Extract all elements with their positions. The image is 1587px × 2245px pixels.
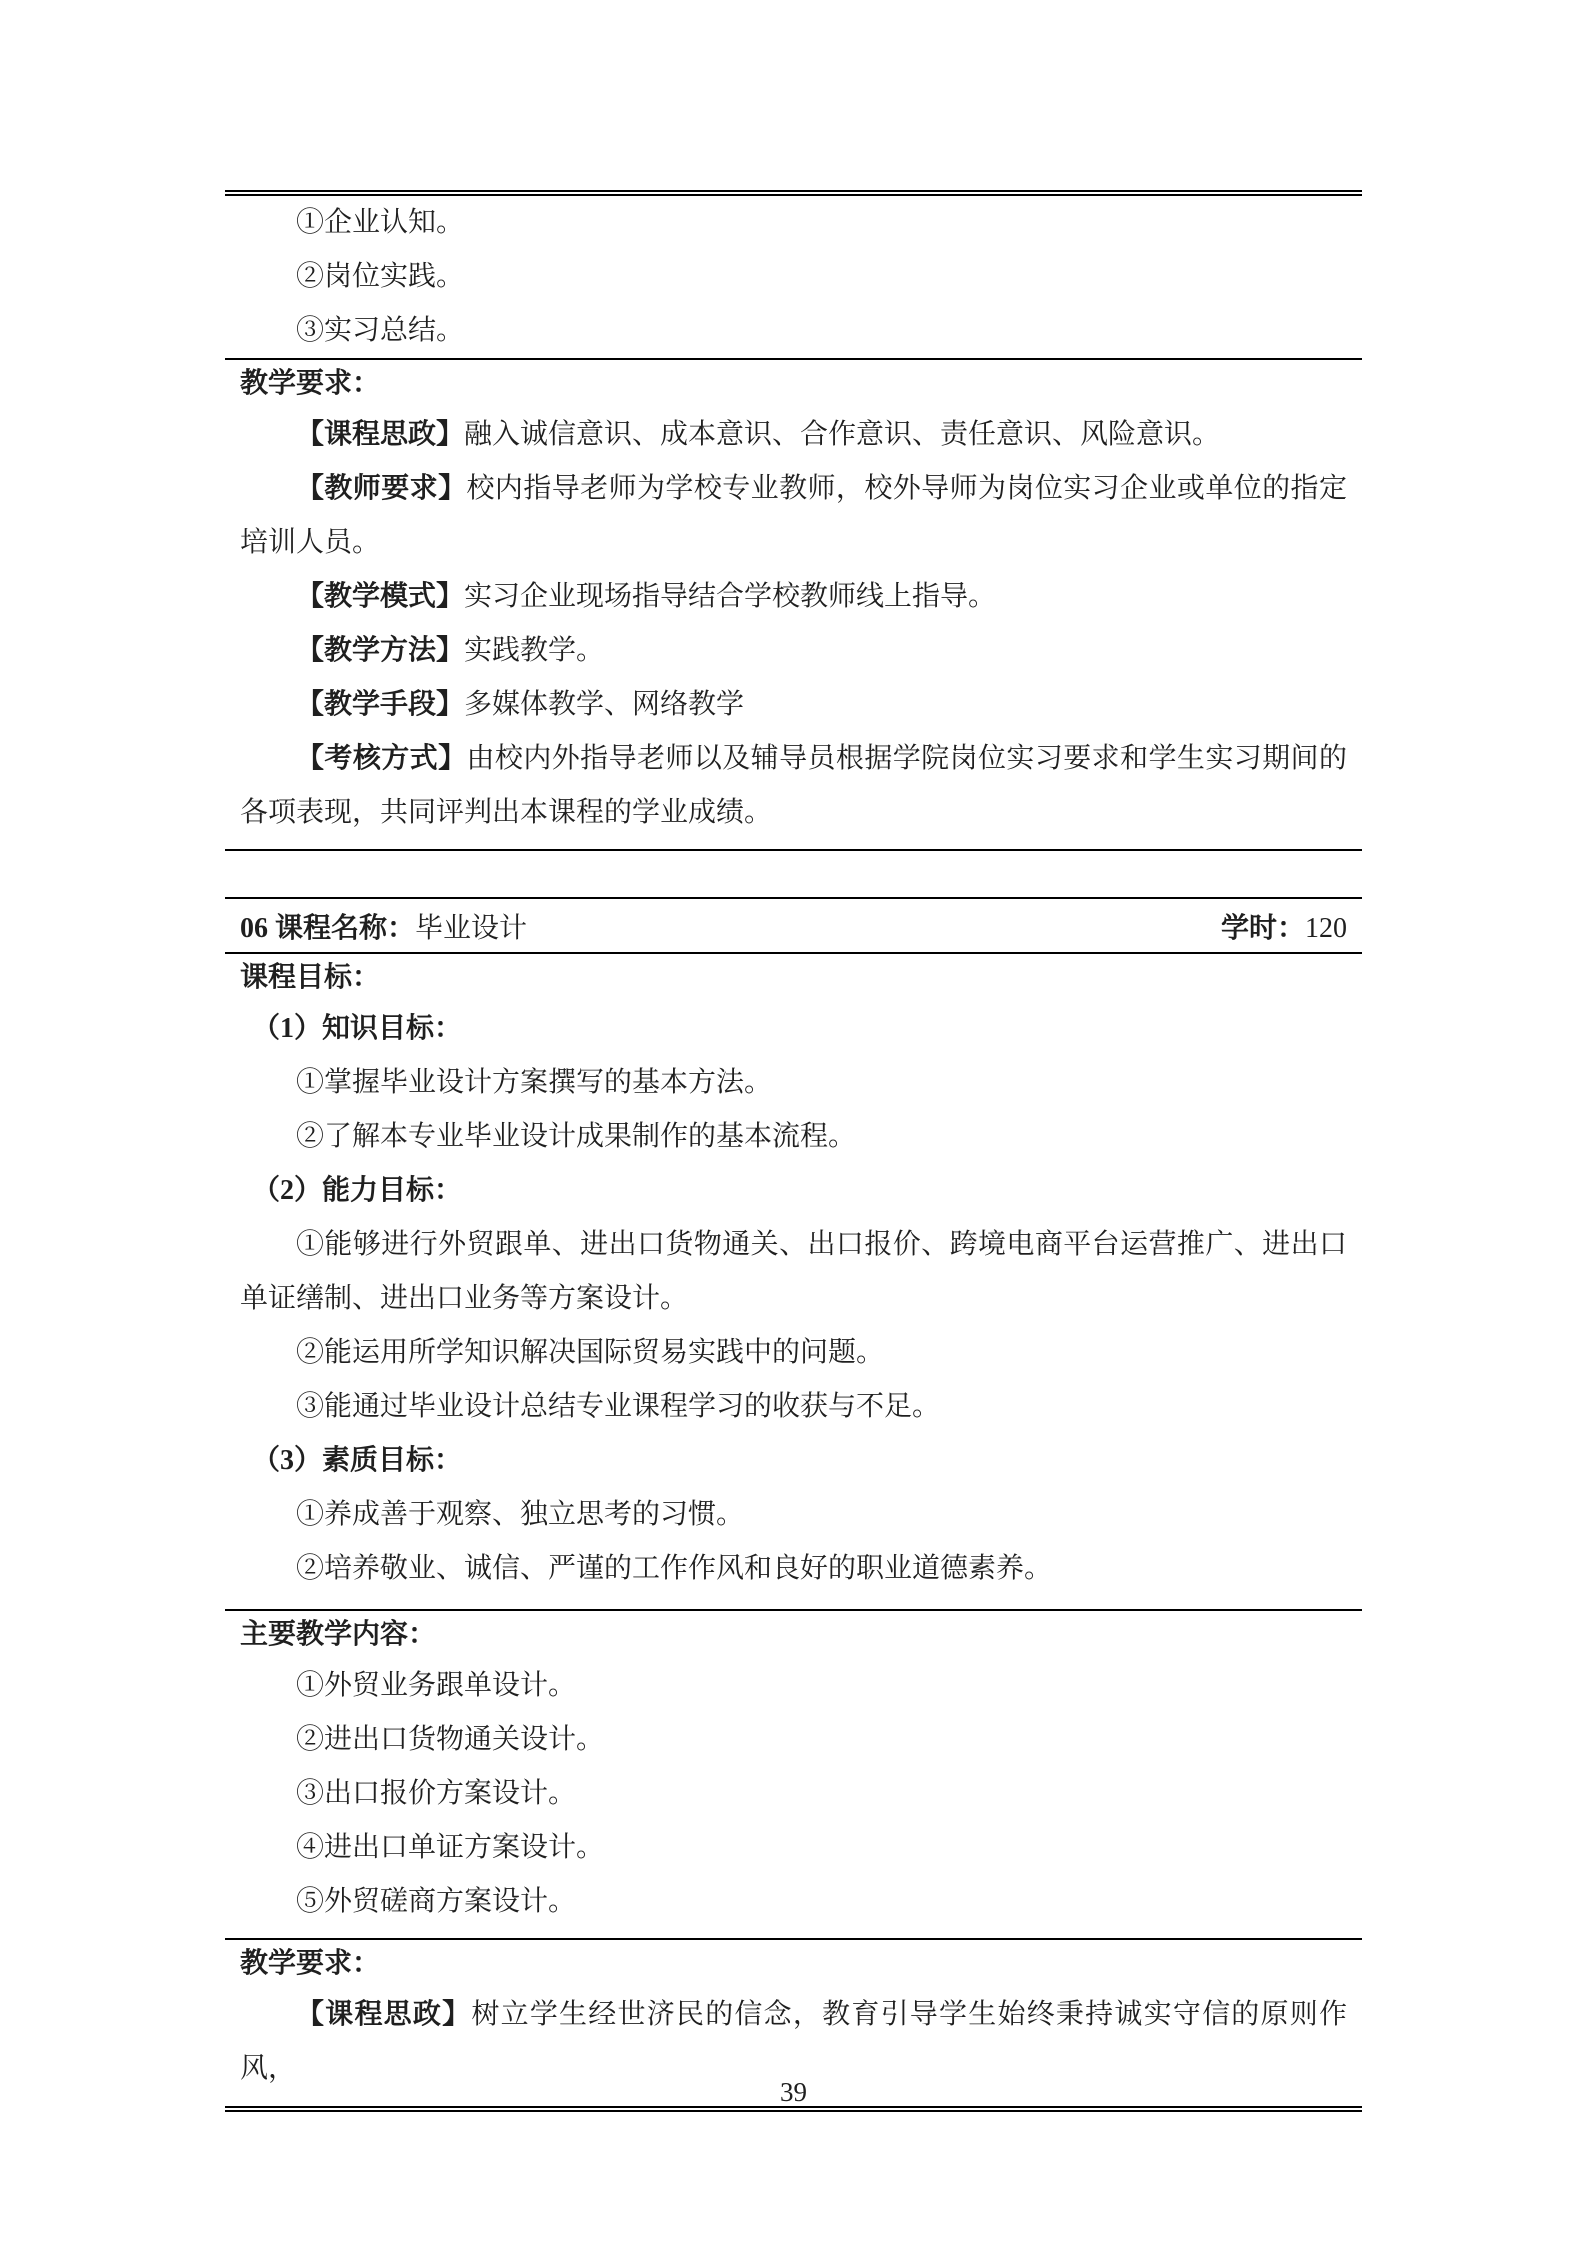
- content-item: ⑤外贸磋商方案设计。: [296, 1886, 577, 1917]
- course-header-row: [225, 897, 1362, 952]
- content-item: ①外贸业务跟单设计。: [296, 1670, 577, 1701]
- requirement-text: 校内指导老师为学校专业教师，校外导师为岗位实习企业或单位的指定培训人员。: [240, 473, 1347, 558]
- objective-group-heading: （1）知识目标：: [252, 1013, 463, 1044]
- requirement-text: 树立学生经世济民的信念，教育引导学生始终秉持诚实守信的原则作风，: [240, 1999, 1347, 2084]
- course-number-label: 06 课程名称：: [240, 912, 416, 944]
- requirement-paragraph: [240, 624, 1347, 678]
- requirement-paragraph: [240, 732, 1347, 840]
- content-item: ④进出口单证方案设计。: [296, 1832, 605, 1863]
- content-heading: 主要教学内容：: [240, 1619, 437, 1650]
- requirement-paragraph: [240, 678, 1347, 732]
- section-course-content: [225, 1609, 1362, 1938]
- requirements-heading: 教学要求：: [240, 1948, 381, 1979]
- requirement-label: 【教学模式】: [296, 581, 465, 612]
- course-title: [240, 906, 527, 946]
- requirement-label: 【教学方法】: [296, 635, 465, 666]
- content-item: ②进出口货物通关设计。: [296, 1724, 605, 1755]
- objective-group-heading: （2）能力目标：: [252, 1175, 463, 1206]
- hours-label: 学时：: [1220, 912, 1305, 944]
- requirement-text: 多媒体教学、网络教学: [464, 689, 745, 720]
- content-item: ③实习总结。: [296, 315, 465, 346]
- page-number: 39: [780, 2077, 807, 2107]
- content-item: ②岗位实践。: [296, 261, 465, 292]
- objective-item: ②能运用所学知识解决国际贸易实践中的问题。: [296, 1337, 885, 1368]
- requirement-label: 【教学手段】: [296, 689, 465, 720]
- requirement-text: 由校内外指导老师以及辅导员根据学院岗位实习要求和学生实习期间的各项表现，共同评判出本课程的学业成绩。: [240, 743, 1347, 828]
- hours-value: 120: [1305, 912, 1347, 944]
- syllabus-table: [225, 190, 1362, 2112]
- requirement-text: 实习企业现场指导结合学校教师线上指导。: [464, 581, 997, 612]
- requirement-label: 【课程思政】: [296, 1999, 472, 2030]
- course-name: 毕业设计: [415, 912, 528, 944]
- objective-item: ①掌握毕业设计方案撰写的基本方法。: [296, 1067, 773, 1098]
- requirement-label: 【教师要求】: [296, 473, 467, 504]
- section-prev-course-requirements: [225, 358, 1362, 849]
- requirement-text: 融入诚信意识、成本意识、合作意识、责任意识、风险意识。: [464, 419, 1221, 450]
- objective-item: ②培养敬业、诚信、严谨的工作作风和良好的职业道德素养。: [296, 1553, 1053, 1584]
- requirement-paragraph: [240, 570, 1347, 624]
- section-prev-course-content: [225, 196, 1362, 358]
- requirements-heading: 教学要求：: [240, 368, 381, 399]
- objective-item: ①养成善于观察、独立思考的习惯。: [296, 1499, 745, 1530]
- objectives-heading: 课程目标：: [240, 962, 381, 993]
- objective-item: ②了解本专业毕业设计成果制作的基本流程。: [296, 1121, 857, 1152]
- objective-item: ①能够进行外贸跟单、进出口货物通关、出口报价、跨境电商平台运营推广、进出口单证缮制、进出口业务等方案设计。: [240, 1229, 1347, 1314]
- content-item: ③出口报价方案设计。: [296, 1778, 577, 1809]
- content-item: ①企业认知。: [296, 207, 465, 238]
- requirement-paragraph: [240, 408, 1347, 462]
- requirement-paragraph: [240, 462, 1347, 570]
- objective-group-heading: （3）素质目标：: [252, 1445, 463, 1476]
- section-course-objectives: [225, 952, 1362, 1609]
- spacer-row: [225, 849, 1362, 897]
- course-hours: [1221, 906, 1347, 946]
- objective-item: ③能通过毕业设计总结专业课程学习的收获与不足。: [296, 1391, 941, 1422]
- requirement-text: 实践教学。: [464, 635, 605, 666]
- requirement-label: 【课程思政】: [296, 419, 465, 450]
- requirement-label: 【考核方式】: [296, 743, 467, 774]
